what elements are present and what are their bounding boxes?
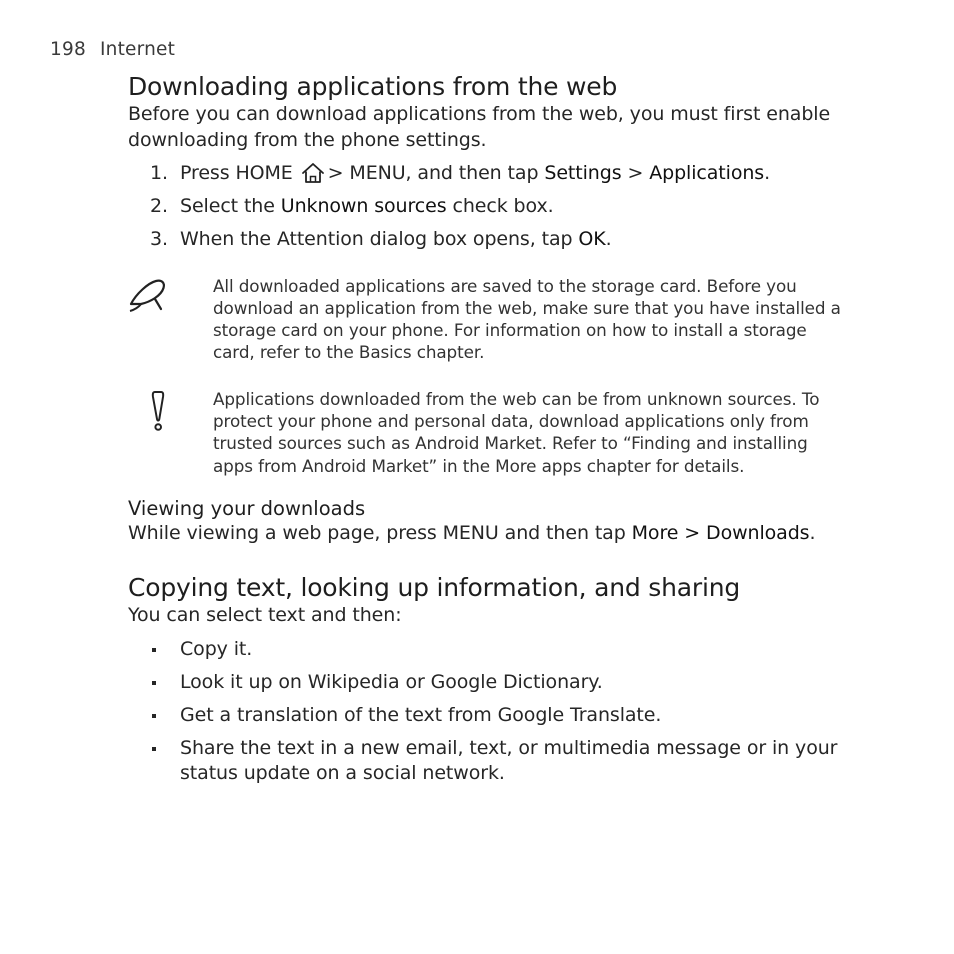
exclamation-icon <box>128 390 188 432</box>
step-text: check box. <box>452 195 554 217</box>
bullet-text: Copy it. <box>180 637 253 660</box>
step-text: Select the <box>180 195 275 217</box>
section-title-downloading: Downloading applications from the web <box>128 72 618 101</box>
bullet-marker <box>152 681 156 685</box>
subsection-title-viewing-downloads: Viewing your downloads <box>128 496 366 520</box>
subsection-text-end: . <box>809 521 816 544</box>
bullet-marker <box>152 714 156 718</box>
bullet-text: Get a translation of the text from Google Translate. <box>180 703 662 726</box>
note-pen-icon <box>128 277 168 315</box>
note-text: All downloaded applications are saved to the storage card. Before you download an application from the web, make sure that you have installed a storage card on your phone. For information on how to install a storage card, refer to the Basics chapter. <box>213 275 841 363</box>
step-number: 1. <box>150 162 168 184</box>
step-item <box>128 194 848 220</box>
bullet-marker <box>152 747 156 751</box>
home-icon <box>300 162 326 184</box>
ui-term-ok: OK <box>578 228 606 250</box>
step-text: Press HOME <box>180 162 293 184</box>
ui-term-applications: Applications <box>649 162 765 184</box>
step-item <box>128 161 848 187</box>
section-intro: Before you can download applications from the web, you must first enable downloading from the phone settings. <box>128 103 831 151</box>
subsection-text <box>128 521 848 547</box>
page-content <box>128 72 848 794</box>
bullet-item <box>128 637 848 663</box>
subsection-text-main: While viewing a web page, press MENU and then tap <box>128 521 626 544</box>
step-number: 2. <box>150 195 168 217</box>
steps-list <box>128 161 848 253</box>
ui-term-settings: Settings <box>544 162 622 184</box>
warning-block <box>128 388 848 477</box>
ui-term-more-downloads: More > Downloads <box>631 521 810 544</box>
warning-text: Applications downloaded from the web can be from unknown sources. To protect your phone and personal data, download applications only from trusted sources such as Android Market. Refer to “Finding and installing apps from Android Market” in the More apps chapter for details. <box>213 388 820 476</box>
step-text: . <box>764 162 771 184</box>
note-block <box>128 275 848 364</box>
page-header <box>50 39 175 60</box>
section-intro: You can select text and then: <box>128 604 402 627</box>
bullet-item <box>128 703 848 729</box>
step-text: . <box>605 228 612 250</box>
step-item <box>128 227 848 253</box>
step-number: 3. <box>150 228 168 250</box>
section-title-copying: Copying text, looking up information, and sharing <box>128 573 741 603</box>
step-text: > MENU, and then tap <box>327 162 539 184</box>
page-number: 198 <box>50 39 86 60</box>
step-text: When the Attention dialog box opens, tap <box>180 228 573 250</box>
bullet-text: Look it up on Wikipedia or Google Dictionary. <box>180 670 603 693</box>
bullet-text: Share the text in a new email, text, or multimedia message or in your status update on a social network. <box>180 736 838 785</box>
chapter-title: Internet <box>100 39 176 60</box>
bullet-list <box>128 637 848 787</box>
ui-term-unknown-sources: Unknown sources <box>280 195 447 217</box>
bullet-item <box>128 736 848 787</box>
step-text: > <box>627 162 644 184</box>
bullet-item <box>128 670 848 696</box>
bullet-marker <box>152 648 156 652</box>
